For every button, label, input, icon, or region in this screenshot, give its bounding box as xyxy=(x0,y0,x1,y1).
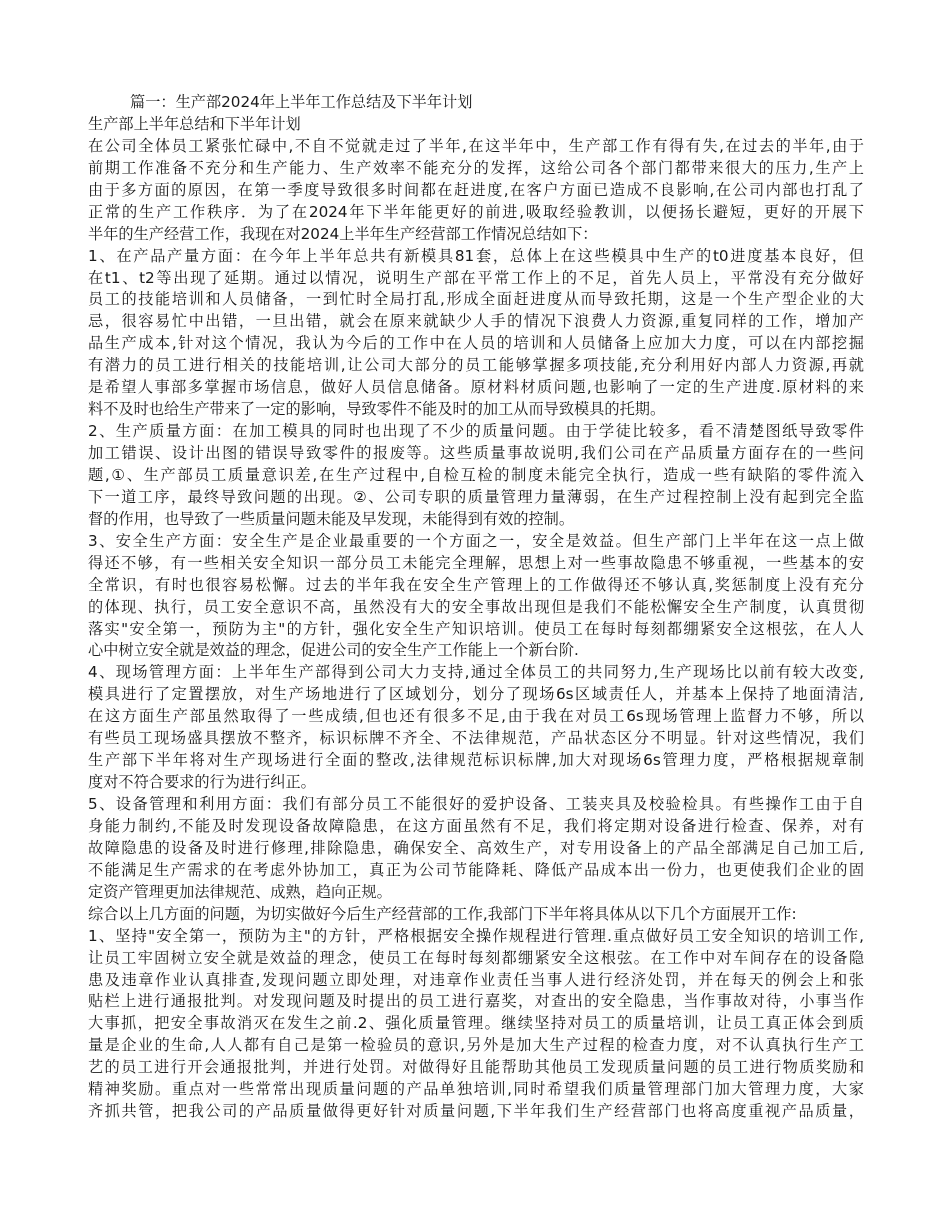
text-line: 的体现、执行，员工安全意识不高，虽然没有大的安全事故出现但是我们不能松懈安全生产制度，认真贯彻 xyxy=(88,597,864,616)
text-line: 大事抓，把安全事故消灭在发生之前.2、强化质量管理。继续坚持对员工的质量培训，让员工真正体会到质 xyxy=(88,1014,864,1033)
text-line: 员工的技能培训和人员储备，一到忙时全局打乱,形成全面赶进度从而导致托期，这是一个生产型企业的大 xyxy=(88,290,864,309)
text-line: 由于多方面的原因，在第一季度导致很多时间都在赶进度,在客户方面已造成不良影响,在公司内部也打乱了 xyxy=(88,180,864,199)
text-line: 督的作用，也导致了一些质量问题未能及早发现，未能得到有效的控制。 xyxy=(88,509,574,528)
text-line: 身能力制约,不能及时发现设备故障隐患，在这方面虽然有不足，我们将定期对设备进行检查、保养，对有 xyxy=(88,816,864,835)
text-line: 有些员工现场盛具摆放不整齐，标识标牌不齐全、不法律规范，产品状态区分不明显。针对这些情况，我们 xyxy=(88,729,864,748)
text-line: 在公司全体员工紧张忙碌中,不自不觉就走过了半年,在这半年中，生产部工作有得有失,在过去的半年,由于 xyxy=(88,136,864,155)
text-line: 精神奖励。重点对一些常常出现质量问题的产品单独培训,同时希望我们质量管理部门加大管理力度，大家 xyxy=(88,1080,864,1099)
document-page xyxy=(88,92,864,1123)
text-line: 全常识，有时也很容易松懈。过去的半年我在安全生产管理上的工作做得还不够认真,奖惩制度上没有充分 xyxy=(88,575,864,594)
document-title: 篇一：生产部2024年上半年工作总结及下半年计划 xyxy=(130,93,473,111)
text-line: 模具进行了定置摆放，对生产场地进行了区域划分，划分了现场6s区域责任人，并基本上保持了地面清洁, xyxy=(88,685,864,704)
text-line: 1、坚持"安全第一，预防为主"的方针，严格根据安全操作规程进行管理.重点做好员工安全知识的培训工作, xyxy=(88,926,864,945)
text-line: 落实"安全第一，预防为主"的方针，强化安全生产知识培训。使员工在每时每刻都绷紧安全这根弦，在人人 xyxy=(88,619,864,638)
text-line: 量是企业的生命,人人都有自己是第一检验员的意识,另外是加大生产过程的检查力度，对不认真执行生产工 xyxy=(88,1036,864,1055)
text-line: 忌，很容易忙中出错，一旦出错，就会在原来就缺少人手的情况下浪费人力资源,重复同样的工作，增加产 xyxy=(88,312,864,331)
text-line: 心中树立安全就是效益的理念，促进公司的安全生产工作能上一个新台阶. xyxy=(88,641,579,660)
text-line: 加工错误、设计出图的错误导致零件的报废等。这些质量事故说明,我们公司在产品质量方面存在的一些问 xyxy=(88,444,864,462)
text-line: 半年的生产经营工作，我现在对2024上半年生产经营部工作情况总结如下： xyxy=(88,224,598,243)
text-line: 艺的员工进行开会通报批判，并进行处罚。对做得好且能帮助其他员工发现质量问题的员工进行物质奖励和 xyxy=(88,1058,864,1077)
text-line: 不能满足生产需求的在考虑外协加工，真正为公司节能降耗、降低产品成本出一份力，也更使我们企业的固 xyxy=(88,860,864,879)
text-line: 正常的生产工作秩序．为了在2024年下半年能更好的前进,吸取经验教训，以便扬长避短，更好的开展下 xyxy=(88,202,864,221)
text-line: 3、安全生产方面：安全生产是企业最重要的一个方面之一，安全是效益。但生产部门上半年在这一点上做 xyxy=(88,531,864,550)
text-line: 齐抓共管，把我公司的产品质量做得更好针对质量问题,下半年我们生产经营部门也将高度重视产品质量， xyxy=(88,1102,864,1121)
text-line: 题,①、生产部员工质量意识差,在生产过程中,自检互检的制度未能完全执行，造成一些有缺陷的零件流入 xyxy=(88,465,864,484)
text-line: 定资产管理更加法律规范、成熟，趋向正规。 xyxy=(88,882,392,901)
text-line: 5、设备管理和利用方面：我们有部分员工不能很好的爱护设备、工装夹具及校验检具。有些操作工由于自 xyxy=(88,795,864,813)
text-line: 生产部下半年将对生产现场进行全面的整改,法律规范标识标牌,加大对现场6s管理力度，严格根据规章制 xyxy=(88,751,864,770)
document-subtitle: 生产部上半年总结和下半年计划 xyxy=(88,114,301,133)
text-line: 度对不符合要求的行为进行纠正。 xyxy=(88,773,316,792)
text-line: 贴栏上进行通报批判。对发现问题及时提出的员工进行嘉奖，对查出的安全隐患，当作事故对待，小事当作 xyxy=(88,992,864,1011)
text-line: 患及违章作业认真排查,发现问题立即处理，对违章作业责任当事人进行经济处罚，并在每天的例会上和张 xyxy=(88,970,864,989)
text-line: 是希望人事部多掌握市场信息，做好人员信息储备。原材料材质问题,也影响了一定的生产进度.原材料的来 xyxy=(88,378,864,397)
document-body xyxy=(88,136,864,1123)
text-line: 料不及时也给生产带来了一定的影响，导致零件不能及时的加工从而导致模具的托期。 xyxy=(88,400,666,419)
text-line: 在t1、t2等出现了延期。通过以情况，说明生产部在平常工作上的不足，首先人员上，平常没有充分做好 xyxy=(88,268,864,287)
text-line: 前期工作准备不充分和生产能力、生产效率不能充分的发挥，这给公司各个部门都带来很大的压力,生产上 xyxy=(88,158,864,177)
text-line: 品生产成本,针对这个情况，我认为今后的工作中在人员的培训和人员储备上应加大力度，可以在内部挖掘 xyxy=(88,334,864,353)
text-line: 得还不够，有一些相关安全知识一部分员工未能完全理解，思想上对一些事故隐患不够重视，一些基本的安 xyxy=(88,553,864,572)
text-line: 在这方面生产部虽然取得了一些成绩,但也还有很多不足,由于我在对员工6s现场管理上监督力不够，所以 xyxy=(88,707,864,726)
text-line: 2、生产质量方面：在加工模具的同时也出现了不少的质量问题。由于学徒比较多，看不清楚图纸导致零件 xyxy=(88,422,864,441)
text-line: 让员工牢固树立安全就是效益的理念，使员工在每时每刻都绷紧安全这根弦。在工作中对车间存在的设备隐 xyxy=(88,948,864,967)
text-line: 综合以上几方面的问题，为切实做好今后生产经营部的工作,我部门下半年将具体从以下几个方面展开工作: xyxy=(88,904,797,923)
text-line: 下一道工序，最终导致问题的出现。②、公司专职的质量管理力量薄弱，在生产过程控制上没有起到完全监 xyxy=(88,487,864,506)
text-line: 有潜力的员工进行相关的技能培训,让公司大部分的员工能够掌握多项技能,充分利用好内部人力资源,再就 xyxy=(88,356,864,375)
text-line: 故障隐患的设备及时进行修理,排除隐患，确保安全、高效生产，对专用设备上的产品全部满足自己加工后, xyxy=(88,838,864,857)
text-line: 1、在产品产量方面：在今年上半年总共有新模具81套，总体上在这些模具中生产的t0进度基本良好，但 xyxy=(88,246,864,265)
text-line: 4、现场管理方面：上半年生产部得到公司大力支持,通过全体员工的共同努力,生产现场比以前有较大改变, xyxy=(88,663,864,682)
